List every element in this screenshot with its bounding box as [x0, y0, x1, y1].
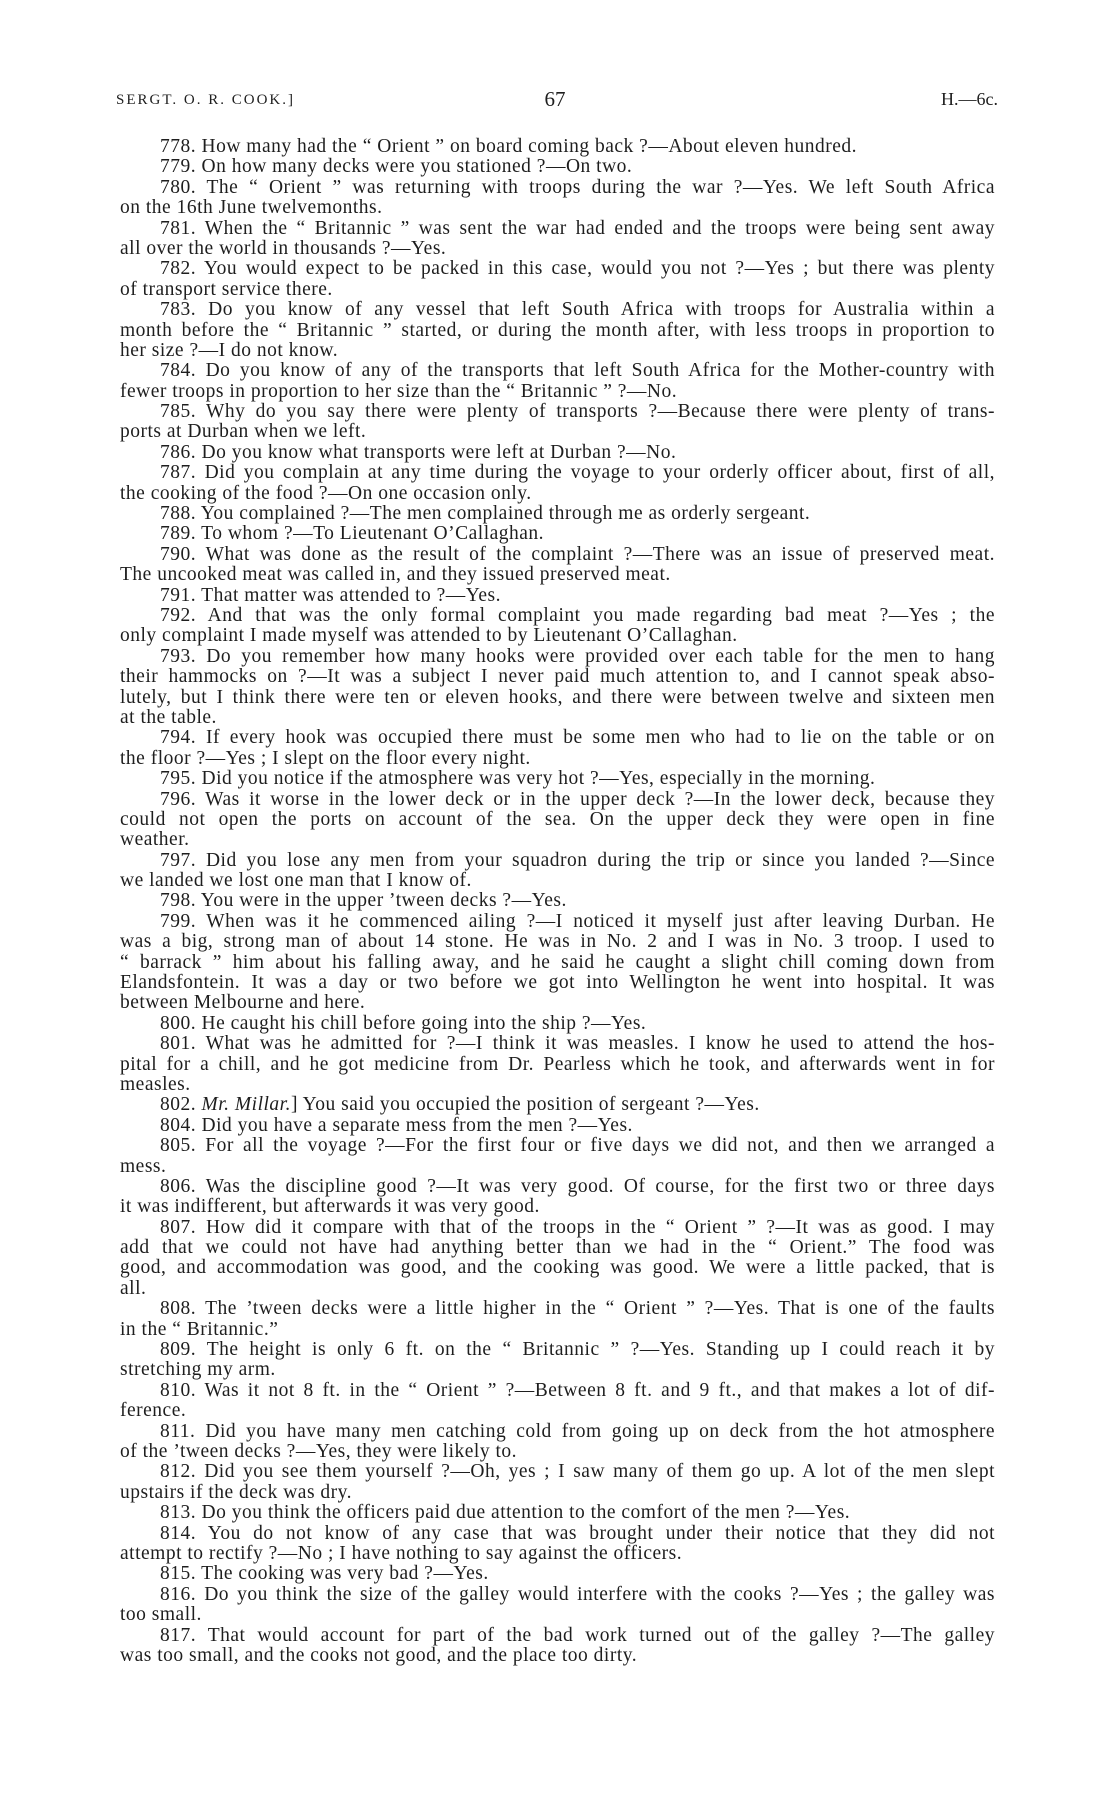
line-text: attempt to rectify ?—No ; I have nothing to say against the officers.	[120, 1542, 683, 1564]
entry-number: 797.	[160, 849, 197, 871]
qa-entry	[120, 1462, 995, 1503]
line-text: good, and accommodation was good, and the cooking was good. We were a little packed, that is	[120, 1257, 995, 1279]
line-text: at the table.	[120, 706, 217, 728]
line-text: Do you know of any vessel that left South Africa with troops for Australia within a	[208, 299, 995, 321]
line-text: was too small, and the cooks not good, and the place too dirty.	[120, 1644, 638, 1666]
entry-number: 785.	[160, 401, 197, 423]
text-line	[120, 1157, 995, 1177]
line-text: “ barrack ” him about his falling away, and he said he caught a slight chill coming down from	[120, 951, 995, 973]
qa-entry	[120, 219, 995, 260]
entry-number: 802.	[160, 1094, 197, 1116]
qa-entry	[120, 157, 995, 177]
entry-number: 783.	[160, 299, 197, 321]
line-text: The uncooked meat was called in, and they issued preserved meat.	[120, 564, 671, 586]
text-line	[120, 402, 995, 422]
entry-number: 801.	[160, 1033, 197, 1055]
entry-number: 782.	[160, 258, 197, 280]
entry-number: 788.	[160, 503, 197, 525]
qa-entry	[120, 402, 995, 443]
line-text: on the 16th June twelvemonths.	[120, 197, 383, 219]
qa-entry	[120, 1422, 995, 1463]
entry-number: 798.	[160, 890, 197, 912]
line-text: Do you know of any of the transports that left South Africa for the Mother-country with	[205, 360, 996, 382]
line-text: Was it not 8 ft. in the “ Orient ” ?—Between 8 ft. and 9 ft., and that makes a lot of dif-	[204, 1379, 996, 1401]
text-line	[120, 1279, 995, 1299]
text-line	[120, 524, 995, 544]
qa-entry	[120, 728, 995, 769]
entry-number: 780.	[160, 176, 197, 198]
text-line	[120, 1014, 995, 1034]
qa-entry	[120, 606, 995, 647]
qa-entry	[120, 1585, 995, 1626]
entry-number: 789.	[160, 523, 197, 545]
text-line	[120, 545, 995, 565]
line-text: of the ’tween decks ?—Yes, they were likely to.	[120, 1441, 517, 1462]
line-text: in the “ Britannic.”	[120, 1318, 279, 1340]
text-line	[120, 1564, 995, 1584]
entry-number: 787.	[160, 462, 197, 484]
text-line	[120, 1258, 995, 1278]
line-text: The “ Orient ” was returning with troops during the war ?—Yes. We left South Africa	[206, 176, 995, 198]
text-line	[120, 484, 995, 504]
text-line	[120, 1320, 995, 1340]
qa-entry	[120, 259, 995, 300]
line-text: between Melbourne and here.	[120, 992, 366, 1014]
line-text: You were in the upper ’tween decks ?—Yes.	[200, 890, 567, 912]
text-line	[120, 1116, 995, 1136]
text-line	[120, 1585, 995, 1605]
line-text: Do you think the size of the galley would interfere with the cooks ?—Yes ; the galley was	[204, 1583, 995, 1605]
text-line	[120, 810, 995, 830]
text-line	[120, 280, 995, 300]
line-text: And that was the only formal complaint you made regarding bad meat ?—Yes ; the	[207, 604, 995, 626]
text-line	[120, 749, 995, 769]
text-line	[120, 382, 995, 402]
entry-number: 812.	[160, 1461, 197, 1483]
line-text: When was it he commenced ailing ?—I noticed it myself just after leaving Durban. He	[206, 910, 995, 932]
qa-entry	[120, 769, 995, 789]
text-line	[120, 688, 995, 708]
line-text: lutely, but I think there were ten or eleven hooks, and there were between twelve and sixteen men	[120, 686, 995, 708]
line-text: The ’tween decks were a little higher in the “ Orient ” ?—Yes. That is one of the faults	[205, 1298, 995, 1320]
text-line	[120, 463, 995, 483]
text-line	[120, 851, 995, 871]
text-line	[120, 871, 995, 891]
entry-number: 778.	[160, 136, 197, 157]
entry-number: 804.	[160, 1114, 197, 1136]
line-text: The cooking was very bad ?—Yes.	[201, 1563, 489, 1585]
line-text: pital for a chill, and he got medicine from Dr. Pearless which he took, and afterwards went in for	[120, 1053, 995, 1075]
text-line	[120, 769, 995, 789]
text-line	[120, 1075, 995, 1095]
entry-number: 781.	[160, 217, 197, 239]
text-line	[120, 422, 995, 442]
qa-entry	[120, 1524, 995, 1565]
qa-entry	[120, 912, 995, 1014]
text-line	[120, 361, 995, 381]
text-line	[120, 891, 995, 911]
running-head: SERGT. O. R. COOK.]	[116, 92, 295, 108]
line-text: How did it compare with that of the troops in the “ Orient ” ?—It was as good. I may	[205, 1216, 995, 1238]
text-line	[120, 300, 995, 320]
line-text: You complained ?—The men complained through me as orderly sergeant.	[200, 503, 811, 525]
line-text: The height is only 6 ft. on the “ Britannic ” ?—Yes. Standing up I could reach it by	[206, 1339, 995, 1361]
text-line	[120, 1503, 995, 1523]
line-text: add that we could not have had anything better than we had in the “ Orient.” The food was	[120, 1237, 995, 1259]
entry-number: 805.	[160, 1135, 197, 1157]
text-line	[120, 667, 995, 687]
qa-entry	[120, 1136, 995, 1177]
testimony-body	[120, 137, 995, 1666]
qa-entry	[120, 1116, 995, 1136]
text-line	[120, 1177, 995, 1197]
line-text: mess.	[120, 1155, 167, 1177]
qa-entry	[120, 443, 995, 463]
text-line	[120, 504, 995, 524]
qa-entry	[120, 1340, 995, 1381]
line-text: too small.	[120, 1604, 202, 1626]
line-text: On how many decks were you stationed ?—On two.	[201, 156, 633, 178]
text-line	[120, 1626, 995, 1646]
line-text: could not open the ports on account of the sea. On the upper deck they were open in fine	[120, 808, 995, 830]
text-line	[120, 606, 995, 626]
entry-number: 811.	[160, 1420, 196, 1442]
qa-entry	[120, 851, 995, 892]
line-text: For all the voyage ?—For the first four or five days we did not, and then we arranged a	[205, 1135, 995, 1157]
qa-entry	[120, 1503, 995, 1523]
qa-entry	[120, 463, 995, 504]
text-line	[120, 1605, 995, 1625]
line-text: To whom ?—To Lieutenant O’Callaghan.	[201, 523, 545, 545]
text-line	[120, 1055, 995, 1075]
line-text: ference.	[120, 1400, 187, 1422]
qa-entry	[120, 1299, 995, 1340]
line-text: all over the world in thousands ?—Yes.	[120, 237, 447, 259]
text-line	[120, 219, 995, 239]
text-line	[120, 708, 995, 728]
qa-entry	[120, 586, 995, 606]
entry-number: 815.	[160, 1563, 197, 1585]
text-line	[120, 1340, 995, 1360]
text-line	[120, 1422, 995, 1442]
text-line	[120, 626, 995, 646]
line-text: their hammocks on ?—It was a subject I never paid much attention to, and I cannot speak abso-	[120, 666, 995, 688]
line-text: only complaint I made myself was attended to by Lieutenant O’Callaghan.	[120, 625, 738, 647]
line-text: her size ?—I do not know.	[120, 339, 339, 361]
speaker-name: Mr. Millar.	[201, 1094, 291, 1116]
qa-entry	[120, 545, 995, 586]
entry-number: 795.	[160, 768, 197, 790]
line-text: Do you remember how many hooks were provided over each table for the men to hang	[206, 645, 996, 667]
entry-number: 808.	[160, 1298, 197, 1320]
text-line	[120, 993, 995, 1013]
paper-reference: H.—6c.	[941, 89, 998, 109]
line-text: it was indifferent, but afterwards it was very good.	[120, 1196, 540, 1218]
line-text: When the “ Britannic ” was sent the war had ended and the troops were being sent away	[204, 217, 995, 239]
entry-number: 810.	[160, 1379, 197, 1401]
line-text: That would account for part of the bad work turned out of the galley ?—The galley	[207, 1624, 996, 1646]
text-line	[120, 1136, 995, 1156]
line-text: all.	[120, 1277, 147, 1299]
text-line	[120, 1462, 995, 1482]
text-line	[120, 647, 995, 667]
line-text: was a big, strong man of about 14 stone. He was in No. 2 and I was in No. 3 troop. I used to	[120, 931, 995, 953]
text-line	[120, 830, 995, 850]
entry-number: 806.	[160, 1175, 197, 1197]
entry-number: 809.	[160, 1339, 197, 1361]
text-line	[120, 178, 995, 198]
line-text: Why do you say there were plenty of transports ?—Because there were plenty of trans-	[206, 401, 995, 423]
qa-entry	[120, 1095, 995, 1115]
line-text: the cooking of the food ?—On one occasion only.	[120, 482, 532, 504]
qa-entry	[120, 647, 995, 729]
qa-entry	[120, 1034, 995, 1095]
text-line	[120, 1381, 995, 1401]
text-line	[120, 239, 995, 259]
text-line	[120, 1197, 995, 1217]
qa-entry	[120, 1177, 995, 1218]
entry-number: 784.	[160, 360, 197, 382]
qa-entry	[120, 1381, 995, 1422]
entry-number: 817.	[160, 1624, 197, 1646]
line-text: of transport service there.	[120, 278, 333, 300]
line-text: fewer troops in proportion to her size than the “ Britannic ” ?—No.	[120, 380, 678, 402]
entry-number: 816.	[160, 1583, 197, 1605]
entry-number: 813.	[160, 1502, 197, 1524]
qa-entry	[120, 361, 995, 402]
line-text: Was it worse in the lower deck or in the upper deck ?—In the lower deck, because they	[205, 788, 995, 810]
entry-number: 790.	[160, 543, 197, 565]
entry-number: 796.	[160, 788, 197, 810]
line-text: weather.	[120, 829, 190, 851]
text-line	[120, 1299, 995, 1319]
text-line	[120, 1524, 995, 1544]
qa-entry	[120, 137, 995, 157]
line-text: we landed we lost one man that I know of.	[120, 870, 472, 892]
text-line	[120, 586, 995, 606]
line-text: upstairs if the deck was dry.	[120, 1481, 353, 1503]
line-text: Did you complain at any time during the voyage to your orderly officer about, first of all,	[204, 462, 995, 484]
text-line	[120, 932, 995, 952]
line-text: You do not know of any case that was brought under their notice that they did not	[207, 1522, 995, 1544]
line-text: the floor ?—Yes ; I slept on the floor every night.	[120, 747, 531, 769]
qa-entry	[120, 1564, 995, 1584]
entry-number: 794.	[160, 727, 197, 749]
entry-number: 793.	[160, 645, 197, 667]
text-line	[120, 321, 995, 341]
text-line	[120, 1442, 995, 1462]
line-text: stretching my arm.	[120, 1359, 276, 1381]
qa-entry	[120, 524, 995, 544]
page-number: 67	[544, 87, 566, 111]
text-line	[120, 198, 995, 218]
entry-number: 807.	[160, 1216, 197, 1238]
qa-entry	[120, 504, 995, 524]
text-line	[120, 912, 995, 932]
line-text: month before the “ Britannic ” started, or during the month after, with less troops in proportion to	[120, 319, 995, 341]
text-line	[120, 259, 995, 279]
line-text: You would expect to be packed in this case, would you not ?—Yes ; but there was plenty	[204, 258, 995, 280]
line-text: He caught his chill before going into the ship ?—Yes.	[201, 1012, 647, 1034]
line-text: ports at Durban when we left.	[120, 421, 367, 443]
text-line	[120, 1544, 995, 1564]
text-line	[120, 953, 995, 973]
entry-number: 799.	[160, 910, 197, 932]
qa-entry	[120, 1218, 995, 1300]
qa-entry	[120, 1626, 995, 1667]
text-line	[120, 973, 995, 993]
entry-number: 791.	[160, 584, 197, 606]
line-text: Did you lose any men from your squadron during the trip or since you landed ?—Since	[205, 849, 996, 871]
text-line	[120, 137, 995, 157]
line-text: Do you think the officers paid due attention to the comfort of the men ?—Yes.	[201, 1502, 851, 1524]
qa-entry	[120, 790, 995, 851]
text-line	[120, 728, 995, 748]
line-text: measles.	[120, 1073, 191, 1095]
line-text: Do you know what transports were left at Durban ?—No.	[201, 441, 677, 463]
line-text: Did you have a separate mess from the men ?—Yes.	[201, 1114, 633, 1136]
text-line	[120, 1238, 995, 1258]
text-line	[120, 1646, 995, 1666]
qa-entry	[120, 300, 995, 361]
text-line	[120, 790, 995, 810]
entry-number: 779.	[160, 156, 197, 178]
entry-number: 792.	[160, 604, 197, 626]
line-text: Did you notice if the atmosphere was very hot ?—Yes, especially in the morning.	[201, 768, 876, 790]
text-line	[120, 157, 995, 177]
line-text: What was he admitted for ?—I think it was measles. I know he used to attend the hos-	[205, 1033, 995, 1055]
entry-number: 786.	[160, 441, 197, 463]
text-line	[120, 443, 995, 463]
text-line	[120, 1218, 995, 1238]
text-line	[120, 1401, 995, 1421]
qa-entry	[120, 1014, 995, 1034]
text-line	[120, 341, 995, 361]
line-text: If every hook was occupied there must be some men who had to lie on the table or on	[205, 727, 995, 749]
line-text: How many had the “ Orient ” on board coming back ?—About eleven hundred.	[201, 136, 857, 157]
entry-number: 814.	[160, 1522, 197, 1544]
line-text: What was done as the result of the complaint ?—There was an issue of preserved meat.	[205, 543, 995, 565]
qa-entry	[120, 891, 995, 911]
text-line	[120, 1095, 995, 1115]
line-text: Elandsfontein. It was a day or two before we got into Wellington he went into hospital. It was	[120, 972, 995, 994]
qa-entry	[120, 178, 995, 219]
line-text: Was the discipline good ?—It was very good. Of course, for the first two or three days	[205, 1175, 995, 1197]
line-text: ] You said you occupied the position of sergeant ?—Yes.	[290, 1094, 760, 1116]
text-line	[120, 1034, 995, 1054]
line-text: Did you see them yourself ?—Oh, yes ; I saw many of them go up. A lot of the men slept	[204, 1461, 995, 1483]
text-line	[120, 1360, 995, 1380]
entry-number: 800.	[160, 1012, 197, 1034]
text-line	[120, 1483, 995, 1503]
line-text: Did you have many men catching cold from going up on deck from the hot atmosphere	[205, 1420, 995, 1442]
line-text: That matter was attended to ?—Yes.	[201, 584, 502, 606]
text-line	[120, 565, 995, 585]
